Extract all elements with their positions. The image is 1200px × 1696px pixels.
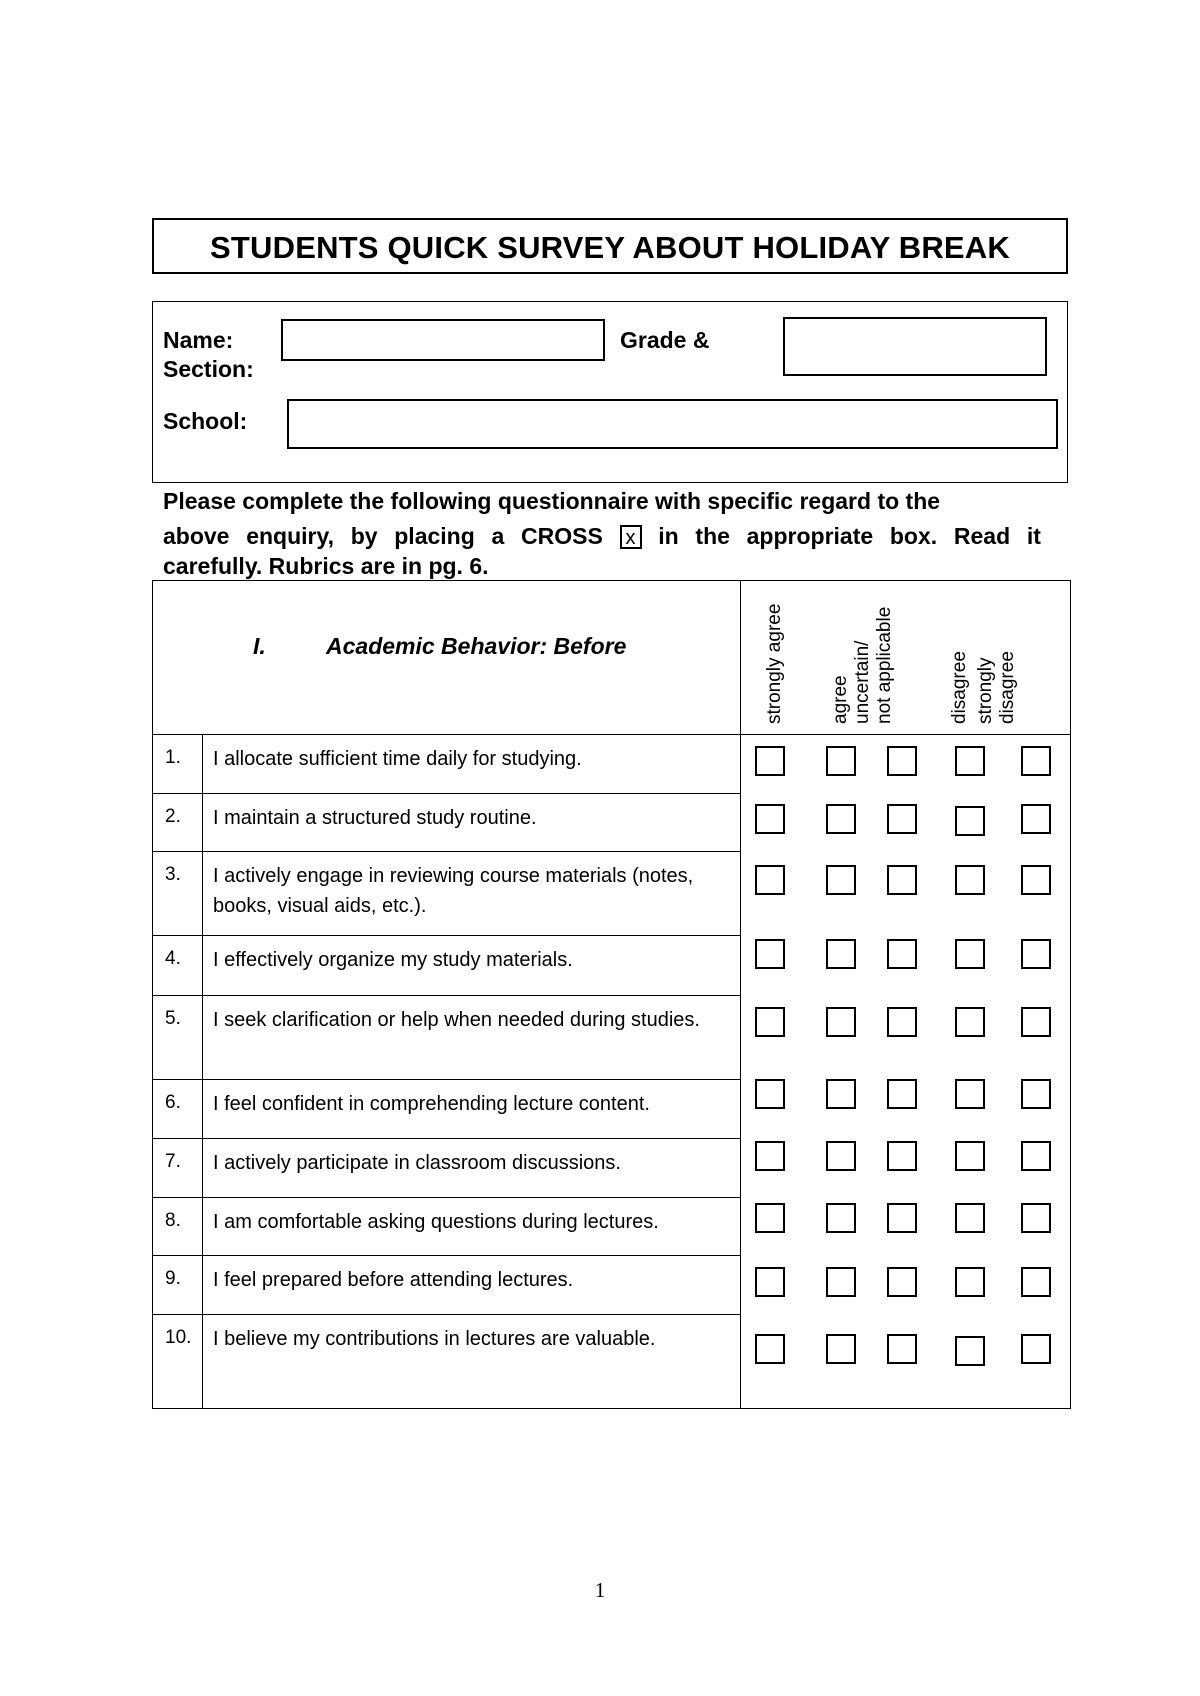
section-header [153,581,741,735]
checkbox-uncertain[interactable] [887,1007,917,1037]
checkbox-strongly-agree[interactable] [755,1007,785,1037]
survey-table [152,580,1071,1409]
instr-word: enquiry, [246,523,334,549]
checkbox-disagree[interactable] [955,806,985,836]
checkbox-agree[interactable] [826,1141,856,1171]
checkbox-strongly-agree[interactable] [755,746,785,776]
checkbox-disagree[interactable] [955,1267,985,1297]
grade-section-field[interactable] [783,317,1047,376]
item-number: 3. [153,851,203,935]
instr-word: placing [394,523,475,549]
response-options [741,793,1071,851]
item-number: 4. [153,935,203,995]
response-options [741,851,1071,935]
checkbox-agree[interactable] [826,939,856,969]
section-number: I. [253,633,266,659]
item-statement: I feel prepared before attending lectures. [203,1255,741,1314]
checkbox-uncertain[interactable] [887,804,917,834]
item-number: 9. [153,1255,203,1314]
item-statement: I actively participate in classroom discussions. [203,1138,741,1197]
response-options [741,1079,1071,1138]
scale-label-disagree: disagree [949,651,970,724]
table-row [153,1314,1071,1409]
cross-example-icon: x [620,525,642,549]
instructions-line-3: carefully. Rubrics are in pg. 6. [163,553,489,579]
item-number: 7. [153,1138,203,1197]
checkbox-agree[interactable] [826,1203,856,1233]
table-row [153,935,1071,995]
checkbox-strongly-agree[interactable] [755,939,785,969]
checkbox-agree[interactable] [826,746,856,776]
table-row [153,735,1071,794]
name-field[interactable] [281,319,605,361]
checkbox-strongly-disagree[interactable] [1021,1267,1051,1297]
checkbox-strongly-disagree[interactable] [1021,865,1051,895]
checkbox-uncertain[interactable] [887,1203,917,1233]
checkbox-strongly-disagree[interactable] [1021,746,1051,776]
scale-label-strongly-disagree: strongly disagree [975,651,1018,724]
table-row [153,793,1071,851]
table-row [153,1079,1071,1138]
checkbox-strongly-agree[interactable] [755,1079,785,1109]
response-options [741,1314,1071,1409]
checkbox-strongly-agree[interactable] [755,804,785,834]
checkbox-disagree[interactable] [955,1203,985,1233]
item-statement: I seek clarification or help when needed during studies. [203,995,741,1079]
instructions-line-1: Please complete the following questionnaire with specific regard to the [163,488,941,514]
item-number: 6. [153,1079,203,1138]
item-statement: I maintain a structured study routine. [203,793,741,851]
checkbox-disagree[interactable] [955,865,985,895]
instr-word: in [658,523,679,549]
checkbox-uncertain[interactable] [887,746,917,776]
scale-label-uncertain: uncertain/ not applicable [852,606,895,724]
response-options [741,1255,1071,1314]
grade-label: Grade & [620,327,710,353]
checkbox-strongly-agree[interactable] [755,1267,785,1297]
scale-label-strongly-agree: strongly agree [764,603,785,724]
checkbox-strongly-disagree[interactable] [1021,1079,1051,1109]
checkbox-uncertain[interactable] [887,865,917,895]
table-row [153,1138,1071,1197]
response-options [741,1138,1071,1197]
instr-word: it [1026,523,1041,549]
checkbox-uncertain[interactable] [887,1334,917,1364]
checkbox-strongly-disagree[interactable] [1021,804,1051,834]
table-row [153,995,1071,1079]
checkbox-disagree[interactable] [955,1336,985,1366]
item-statement: I feel confident in comprehending lecture content. [203,1079,741,1138]
response-options [741,995,1071,1079]
table-header-row [153,581,1071,735]
response-options [741,1197,1071,1255]
checkbox-strongly-disagree[interactable] [1021,1007,1051,1037]
response-options [741,935,1071,995]
item-statement: I effectively organize my study materials. [203,935,741,995]
checkbox-disagree[interactable] [955,1007,985,1037]
title-box [152,218,1068,274]
instr-word: by [350,523,378,549]
item-number: 1. [153,735,203,794]
school-field[interactable] [287,399,1058,449]
page-title: STUDENTS QUICK SURVEY ABOUT HOLIDAY BREAK [210,230,1010,265]
instr-word: above [163,523,230,549]
instr-word: CROSS [521,523,603,549]
page-number: 1 [594,1578,606,1602]
instructions [163,484,1041,578]
table-row [153,851,1071,935]
instr-word: Read [953,523,1011,549]
checkbox-uncertain[interactable] [887,1267,917,1297]
checkbox-agree[interactable] [826,804,856,834]
checkbox-disagree[interactable] [955,939,985,969]
scale-label-agree: agree [830,675,851,724]
item-statement: I am comfortable asking questions during lectures. [203,1197,741,1255]
checkbox-strongly-agree[interactable] [755,1203,785,1233]
checkbox-strongly-agree[interactable] [755,1141,785,1171]
instr-word: a [491,523,505,549]
instr-word: appropriate [746,523,874,549]
checkbox-disagree[interactable] [955,1141,985,1171]
checkbox-agree[interactable] [826,1334,856,1364]
table-row [153,1197,1071,1255]
checkbox-strongly-disagree[interactable] [1021,1141,1051,1171]
response-options [741,735,1071,794]
section-title: Academic Behavior: Before [326,633,627,659]
instr-word: the [695,523,730,549]
checkbox-strongly-agree[interactable] [755,865,785,895]
checkbox-agree[interactable] [826,1267,856,1297]
checkbox-disagree[interactable] [955,746,985,776]
instr-word: box. [889,523,938,549]
checkbox-agree[interactable] [826,1079,856,1109]
school-label: School: [163,408,248,434]
checkbox-agree[interactable] [826,865,856,895]
item-statement: I allocate sufficient time daily for studying. [203,735,741,794]
item-number: 10. [153,1314,203,1409]
section-label: Section: [163,356,254,382]
name-label: Name: [163,327,234,353]
checkbox-disagree[interactable] [955,1079,985,1109]
student-info-box [152,301,1068,483]
checkbox-uncertain[interactable] [887,1141,917,1171]
instructions-line-2 [163,519,1041,554]
item-number: 2. [153,793,203,851]
checkbox-uncertain[interactable] [887,1079,917,1109]
table-row [153,1255,1071,1314]
checkbox-strongly-disagree[interactable] [1021,1203,1051,1233]
checkbox-agree[interactable] [826,1007,856,1037]
checkbox-strongly-agree[interactable] [755,1334,785,1364]
checkbox-uncertain[interactable] [887,939,917,969]
item-number: 8. [153,1197,203,1255]
scale-header [741,581,1071,735]
item-number: 5. [153,995,203,1079]
checkbox-strongly-disagree[interactable] [1021,939,1051,969]
checkbox-strongly-disagree[interactable] [1021,1334,1051,1364]
item-statement: I actively engage in reviewing course materials (notes, books, visual aids, etc.). [203,851,741,935]
item-statement: I believe my contributions in lectures are valuable. [203,1314,741,1409]
